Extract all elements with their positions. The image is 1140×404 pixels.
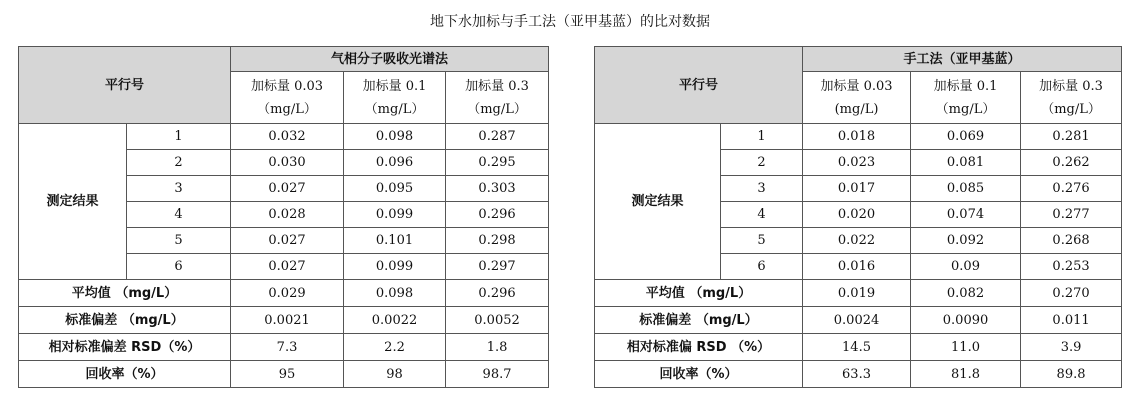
table-cell: 0.082 bbox=[911, 280, 1021, 307]
table-cell: 0.298 bbox=[446, 228, 549, 254]
table-cell: 0.297 bbox=[446, 254, 549, 280]
table-row bbox=[19, 124, 549, 150]
method-header: 气相分子吸收光谱法 bbox=[231, 47, 549, 72]
column-unit: （mg/L） bbox=[1041, 101, 1101, 117]
table-cell: 0.016 bbox=[803, 254, 911, 280]
table-cell: 11.0 bbox=[911, 334, 1021, 361]
stat-label: 平均值 （mg/L） bbox=[595, 280, 803, 307]
stats-row bbox=[595, 361, 1122, 388]
table-cell: 0.099 bbox=[344, 254, 446, 280]
measurement-group-label: 测定结果 bbox=[19, 124, 127, 280]
table-cell: 0.0052 bbox=[446, 307, 549, 334]
column-header bbox=[344, 72, 446, 124]
column-unit: （mg/L） bbox=[257, 101, 317, 117]
table-cell: 2.2 bbox=[344, 334, 446, 361]
table-cell: 0.029 bbox=[231, 280, 344, 307]
table-cell: 0.303 bbox=[446, 176, 549, 202]
stats-row bbox=[19, 280, 549, 307]
table-cell: 0.0090 bbox=[911, 307, 1021, 334]
table-cell: 1.8 bbox=[446, 334, 549, 361]
table-cell: 0.018 bbox=[803, 124, 911, 150]
parallel-number: 4 bbox=[127, 202, 231, 228]
parallel-number: 2 bbox=[721, 150, 803, 176]
table-cell: 0.0021 bbox=[231, 307, 344, 334]
stat-label: 回收率（%） bbox=[19, 361, 231, 388]
table-cell: 0.095 bbox=[344, 176, 446, 202]
column-name: 加标量 0.1 bbox=[933, 78, 998, 94]
stats-row bbox=[595, 334, 1122, 361]
column-header bbox=[803, 72, 911, 124]
column-header bbox=[231, 72, 344, 124]
table-cell: 0.023 bbox=[803, 150, 911, 176]
table-cell: 0.0022 bbox=[344, 307, 446, 334]
table-row bbox=[595, 124, 1122, 150]
column-name: 加标量 0.1 bbox=[362, 78, 427, 94]
stat-label: 相对标准偏差 RSD（%） bbox=[19, 334, 231, 361]
table-cell: 81.8 bbox=[911, 361, 1021, 388]
table-cell: 0.017 bbox=[803, 176, 911, 202]
measurement-group-label: 测定结果 bbox=[595, 124, 721, 280]
parallel-number: 2 bbox=[127, 150, 231, 176]
table-cell: 0.085 bbox=[911, 176, 1021, 202]
parallel-number-header: 平行号 bbox=[595, 47, 803, 124]
parallel-number: 3 bbox=[127, 176, 231, 202]
table-cell: 0.296 bbox=[446, 202, 549, 228]
stats-row bbox=[19, 307, 549, 334]
method-header: 手工法（亚甲基蓝） bbox=[803, 47, 1122, 72]
table-cell: 98 bbox=[344, 361, 446, 388]
column-unit: （mg/L） bbox=[935, 101, 996, 117]
table-cell: 0.019 bbox=[803, 280, 911, 307]
column-name: 加标量 0.3 bbox=[1039, 78, 1103, 94]
parallel-number: 3 bbox=[721, 176, 803, 202]
table-cell: 0.098 bbox=[344, 280, 446, 307]
table-cell: 0.0024 bbox=[803, 307, 911, 334]
parallel-number: 1 bbox=[127, 124, 231, 150]
stat-label: 相对标准偏 RSD （%） bbox=[595, 334, 803, 361]
table-cell: 0.098 bbox=[344, 124, 446, 150]
table-cell: 0.296 bbox=[446, 280, 549, 307]
table-cell: 0.287 bbox=[446, 124, 549, 150]
table-cell: 0.074 bbox=[911, 202, 1021, 228]
table-cell: 0.011 bbox=[1021, 307, 1122, 334]
table-cell: 0.262 bbox=[1021, 150, 1122, 176]
parallel-number: 5 bbox=[721, 228, 803, 254]
stat-label: 标准偏差 （mg/L） bbox=[19, 307, 231, 334]
table-cell: 14.5 bbox=[803, 334, 911, 361]
table-cell: 0.022 bbox=[803, 228, 911, 254]
table-cell: 0.276 bbox=[1021, 176, 1122, 202]
column-header bbox=[911, 72, 1021, 124]
table-cell: 0.09 bbox=[911, 254, 1021, 280]
column-unit: (mg/L) bbox=[834, 101, 879, 117]
stats-row bbox=[19, 334, 549, 361]
column-header bbox=[1021, 72, 1122, 124]
column-unit: （mg/L） bbox=[364, 101, 425, 117]
table-cell: 0.101 bbox=[344, 228, 446, 254]
table-cell: 0.027 bbox=[231, 228, 344, 254]
stat-label: 标准偏差 （mg/L） bbox=[595, 307, 803, 334]
table-cell: 0.092 bbox=[911, 228, 1021, 254]
table-cell: 89.8 bbox=[1021, 361, 1122, 388]
table-cell: 0.096 bbox=[344, 150, 446, 176]
gas-phase-comparison-table bbox=[18, 46, 549, 388]
stats-row bbox=[19, 361, 549, 388]
stat-label: 回收率（%） bbox=[595, 361, 803, 388]
table-cell: 0.027 bbox=[231, 176, 344, 202]
table-cell: 0.295 bbox=[446, 150, 549, 176]
table-cell: 3.9 bbox=[1021, 334, 1122, 361]
column-name: 加标量 0.3 bbox=[465, 78, 529, 94]
table-cell: 0.099 bbox=[344, 202, 446, 228]
parallel-number: 5 bbox=[127, 228, 231, 254]
stats-row bbox=[595, 307, 1122, 334]
table-cell: 0.277 bbox=[1021, 202, 1122, 228]
table-cell: 0.253 bbox=[1021, 254, 1122, 280]
table-cell: 0.270 bbox=[1021, 280, 1122, 307]
column-name: 加标量 0.03 bbox=[250, 78, 324, 94]
parallel-number: 6 bbox=[721, 254, 803, 280]
table-cell: 63.3 bbox=[803, 361, 911, 388]
parallel-number-header: 平行号 bbox=[19, 47, 231, 124]
table-cell: 0.281 bbox=[1021, 124, 1122, 150]
table-cell: 0.020 bbox=[803, 202, 911, 228]
stats-row bbox=[595, 280, 1122, 307]
document-title: 地下水加标与手工法（亚甲基蓝）的比对数据 bbox=[430, 14, 710, 30]
table-cell: 0.032 bbox=[231, 124, 344, 150]
stat-label: 平均值 （mg/L） bbox=[19, 280, 231, 307]
column-name: 加标量 0.03 bbox=[820, 78, 893, 94]
parallel-number: 1 bbox=[721, 124, 803, 150]
table-cell: 0.069 bbox=[911, 124, 1021, 150]
column-unit: （mg/L） bbox=[467, 101, 527, 117]
table-cell: 0.268 bbox=[1021, 228, 1122, 254]
table-cell: 0.030 bbox=[231, 150, 344, 176]
table-cell: 0.081 bbox=[911, 150, 1021, 176]
table-cell: 98.7 bbox=[446, 361, 549, 388]
parallel-number: 4 bbox=[721, 202, 803, 228]
column-header bbox=[446, 72, 549, 124]
table-cell: 0.027 bbox=[231, 254, 344, 280]
table-cell: 7.3 bbox=[231, 334, 344, 361]
table-cell: 0.028 bbox=[231, 202, 344, 228]
table-cell: 95 bbox=[231, 361, 344, 388]
manual-method-comparison-table bbox=[594, 46, 1122, 388]
parallel-number: 6 bbox=[127, 254, 231, 280]
